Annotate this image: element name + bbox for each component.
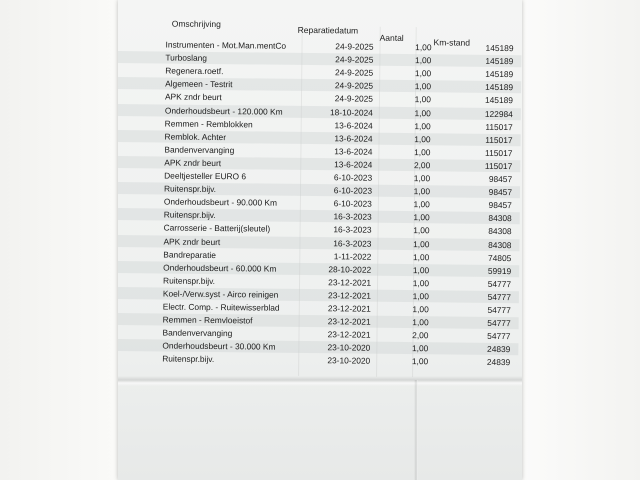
cell-km: 115017 <box>484 160 513 172</box>
cell-description: Ruitenspr.bijv. <box>163 183 217 195</box>
cell-description: APK zndr beurt <box>164 91 222 103</box>
cell-quantity: 1,00 <box>414 133 431 144</box>
cell-date: 23-12-2021 <box>328 277 372 288</box>
cell-date: 23-12-2021 <box>327 316 371 327</box>
background-right <box>522 0 640 480</box>
cell-km: 98457 <box>488 173 513 185</box>
cell-description: Algemeen - Testrit <box>165 78 233 90</box>
cell-date: 16-3-2023 <box>333 237 372 249</box>
cell-date: 13-6-2024 <box>334 132 373 144</box>
repair-history-table <box>118 0 522 384</box>
cell-date: 18-10-2024 <box>329 106 373 118</box>
cell-quantity: 1,00 <box>411 356 429 367</box>
cell-date: 23-10-2020 <box>327 342 371 353</box>
paper-fold <box>414 380 418 480</box>
cell-date: 24-9-2025 <box>335 67 374 78</box>
header-km: Km-stand <box>433 37 470 48</box>
cell-km: 54777 <box>487 304 511 316</box>
cell-description: Deeltjesteller EURO 6 <box>164 170 247 182</box>
paper-sheet <box>118 0 522 480</box>
cell-km: 145189 <box>485 82 514 93</box>
cell-description: APK zndr beurt <box>163 235 221 247</box>
cell-date: 24-9-2025 <box>334 93 374 105</box>
cell-date: 16-3-2023 <box>333 224 372 236</box>
cell-quantity: 1,00 <box>414 94 432 105</box>
cell-quantity: 1,00 <box>414 146 431 158</box>
cell-description: Bandenvervanging <box>162 327 233 339</box>
cell-date: 28-10-2022 <box>328 263 372 275</box>
cell-km: 24839 <box>487 344 511 355</box>
cell-km: 115017 <box>485 121 513 132</box>
cell-date: 24-9-2025 <box>335 41 374 52</box>
cell-km: 145189 <box>485 69 514 80</box>
cell-description: Onderhoudsbeurt - 30.000 Km <box>162 340 276 352</box>
cell-date: 6-10-2023 <box>333 172 373 183</box>
cell-km: 122984 <box>484 108 513 119</box>
cell-km: 145189 <box>485 42 514 54</box>
cell-description: Ruitenspr.bijv. <box>163 209 216 221</box>
cell-km: 115017 <box>485 134 513 145</box>
cell-description: Carrosserie - Batterij(sleutel) <box>163 222 271 234</box>
cell-km: 54777 <box>487 317 511 329</box>
cell-date: 6-10-2023 <box>333 198 372 209</box>
cell-date: 24-9-2025 <box>335 54 374 65</box>
cell-km: 84308 <box>488 226 512 237</box>
cell-date: 23-12-2021 <box>327 303 371 314</box>
cell-date: 23-12-2021 <box>328 290 371 301</box>
cell-date: 23-12-2021 <box>327 329 371 340</box>
cell-date: 6-10-2023 <box>333 185 373 196</box>
cell-quantity: 1,00 <box>412 264 430 275</box>
cell-km: 54777 <box>487 331 511 342</box>
cell-description: Bandenvervanging <box>164 144 235 156</box>
cell-quantity: 2,00 <box>413 159 431 171</box>
cell-quantity: 1,00 <box>414 107 431 118</box>
cell-km: 59919 <box>487 265 512 276</box>
cell-quantity: 1,00 <box>412 277 430 289</box>
cell-quantity: 1,00 <box>412 304 429 315</box>
cell-quantity: 1,00 <box>413 186 431 197</box>
cell-km: 54777 <box>487 278 512 289</box>
cell-description: Onderhoudsbeurt - 120.000 Km <box>164 104 283 117</box>
cell-description: Ruitenspr.bijv. <box>162 353 215 365</box>
cell-description: Regenera.roetf. <box>165 65 224 77</box>
background-left <box>0 0 118 480</box>
cell-km: 98457 <box>488 186 513 198</box>
cell-quantity: 2,00 <box>412 330 429 341</box>
header-date: Reparatiedatum <box>297 24 359 36</box>
header-quantity: Aantal <box>379 32 404 43</box>
cell-quantity: 1,00 <box>412 251 430 262</box>
cell-description: Bandreparatie <box>163 249 217 260</box>
cell-km: 24839 <box>486 357 511 368</box>
cell-description: Ruitenspr.bijv. <box>163 275 216 286</box>
cell-quantity: 1,00 <box>412 343 429 354</box>
cell-km: 84308 <box>488 239 512 250</box>
cell-date: 13-6-2024 <box>334 119 373 131</box>
cell-description: Remmen - Remvloeistof <box>162 314 253 326</box>
cell-date: 16-3-2023 <box>333 211 372 222</box>
cell-description: Instrumenten - Mot.Man.mentCo <box>165 39 287 51</box>
cell-quantity: 1,00 <box>414 120 431 131</box>
cell-km: 145189 <box>484 95 514 106</box>
cell-quantity: 1,00 <box>415 55 432 66</box>
cell-description: Turboslang <box>165 52 208 64</box>
cell-quantity: 1,00 <box>412 317 429 328</box>
cell-quantity: 1,00 <box>415 42 432 53</box>
cell-date: 24-9-2025 <box>334 80 374 91</box>
cell-quantity: 1,00 <box>413 199 430 210</box>
paper-fold <box>118 376 522 386</box>
cell-description: Onderhoudsbeurt - 60.000 Km <box>163 262 277 274</box>
cell-quantity: 1,00 <box>413 238 430 249</box>
cell-quantity: 1,00 <box>414 81 432 92</box>
cell-quantity: 1,00 <box>413 173 431 184</box>
header-description: Omschrijving <box>171 18 221 30</box>
cell-description: Remmen - Remblokken <box>164 118 253 130</box>
cell-date: 13-6-2024 <box>334 159 373 170</box>
cell-km: 74805 <box>487 252 512 263</box>
cell-quantity: 1,00 <box>414 68 432 79</box>
cell-km: 145189 <box>485 55 514 67</box>
cell-date: 13-6-2024 <box>334 146 373 157</box>
cell-description: APK zndr beurt <box>164 157 222 168</box>
cell-description: Koel-/Verw.syst - Airco reinigen <box>162 288 279 300</box>
cell-km: 98457 <box>488 200 512 211</box>
cell-date: 1-11-2022 <box>333 250 372 262</box>
cell-quantity: 1,00 <box>412 290 429 302</box>
cell-km: 54777 <box>487 291 511 303</box>
cell-quantity: 1,00 <box>413 225 430 236</box>
cell-km: 115017 <box>485 147 513 158</box>
cell-quantity: 1,00 <box>413 212 430 223</box>
cell-km: 84308 <box>488 213 512 224</box>
cell-description: Onderhoudsbeurt - 90.000 Km <box>163 196 278 208</box>
cell-description: Remblok. Achter <box>164 131 227 142</box>
cell-date: 23-10-2020 <box>327 355 371 367</box>
cell-description: Electr. Comp. - Ruitewisserblad <box>162 301 280 313</box>
